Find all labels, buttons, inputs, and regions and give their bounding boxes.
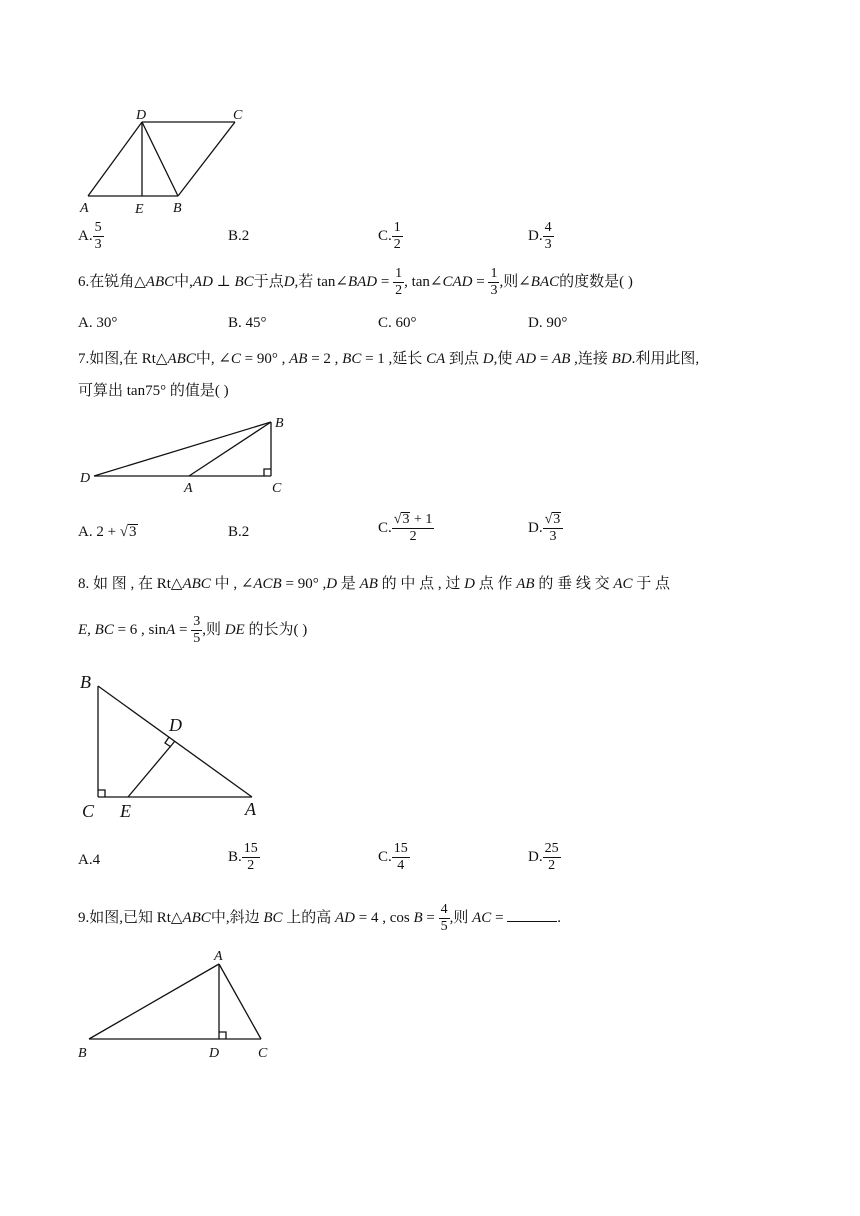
point-label-a: A <box>184 481 193 495</box>
q5-option-a: A. $\frac{5}{3}$ <box>78 220 102 252</box>
q8-option-a: A.4 <box>78 852 101 868</box>
question-7-line-2: 可算出 tan75° 的值是( ) <box>78 383 229 399</box>
question-7-line-1: 7.如图,在 Rt△ABC中, ∠C = 90° , AB = 2 , BC = 1 ,延长 CA 到点 D,使 AD = AB ,连接 BD.利用此图, <box>78 351 700 367</box>
question-6: 6.在锐角△ABC中,AD ⊥ BC于点D,若 tan∠BAD = $\frac{1}{2}$ , tan∠CAD = $\frac{1}{3}$ ,则∠BAC的度数是( ) <box>78 266 633 298</box>
figure-q9 <box>72 944 282 1064</box>
point-label-b: B <box>78 1046 87 1061</box>
point-label-b: B <box>173 201 182 216</box>
point-label-d: D <box>209 1046 220 1061</box>
point-label-e: E <box>120 801 131 821</box>
point-label-d: D <box>136 108 147 123</box>
question-9: 9.如图,已知 Rt△ABC中,斜边 BC 上的高 AD = 4 , cos B = $\frac{4}{5}$ ,则 AC = . <box>78 902 562 934</box>
q7-option-d: D. $\frac{√3}{3}$ <box>528 512 563 545</box>
point-label-a: A <box>214 949 223 964</box>
q8-option-b: B. $\frac{15}{2}$ <box>228 841 258 873</box>
point-label-d: D <box>80 471 91 486</box>
question-8-line-1: 8. 如 图 , 在 Rt△ABC 中 , ∠ACB = 90° ,D 是 AB 的 中 点 , 过 D 点 作 AB 的 垂 线 交 AC 于 点 <box>78 576 671 592</box>
point-label-c: C <box>272 481 282 495</box>
q6-option-a: A. 30° <box>78 315 118 331</box>
question-8-line-2: E, BC = 6 , sinA = $\frac{3}{5}$ ,则 DE 的长为( ) <box>78 614 308 646</box>
figure-q5 <box>70 100 260 220</box>
q5-option-b: B.2 <box>228 228 250 244</box>
point-label-a: A <box>245 799 256 819</box>
point-label-d: D <box>169 715 182 735</box>
point-label-b: B <box>80 672 91 692</box>
q5-option-c: C. $\frac{1}{2}$ <box>378 220 401 252</box>
q8-option-c: C. $\frac{15}{4}$ <box>378 841 408 873</box>
point-label-c: C <box>233 108 243 123</box>
figure-q8 <box>72 668 272 828</box>
q7-option-a: A. 2 + √3 <box>78 524 137 540</box>
figure-q7 <box>72 410 302 495</box>
point-label-c: C <box>82 801 95 821</box>
q8-option-d: D. $\frac{25}{2}$ <box>528 841 559 873</box>
point-label-e: E <box>135 202 144 217</box>
q6-option-d: D. 90° <box>528 315 568 331</box>
q6-option-c: C. 60° <box>378 315 417 331</box>
q6-option-b: B. 45° <box>228 315 267 331</box>
q7-option-c: C. $\frac{√3 + 1}{2}$ <box>378 512 433 544</box>
q5-option-d: D. $\frac{4}{3}$ <box>528 220 552 252</box>
answer-blank[interactable] <box>507 907 557 922</box>
q7-option-b: B.2 <box>228 524 250 540</box>
point-label-b: B <box>275 416 284 431</box>
point-label-c: C <box>258 1046 268 1061</box>
point-label-a: A <box>80 201 89 216</box>
